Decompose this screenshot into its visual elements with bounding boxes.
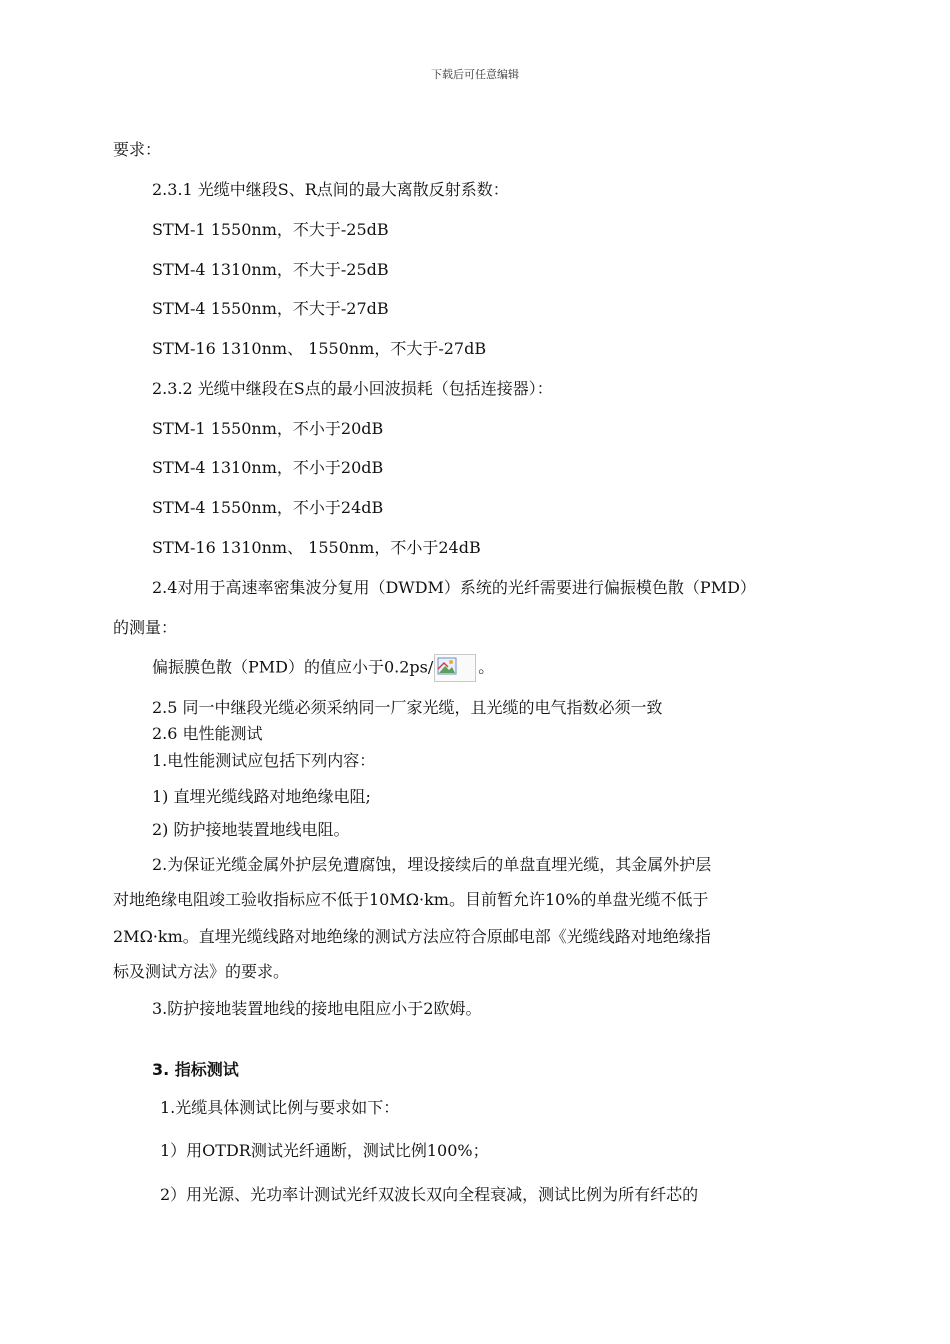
text-line: STM-4 1310nm，不小于20dB bbox=[152, 458, 384, 477]
text-line: STM-1 1550nm，不小于20dB bbox=[152, 419, 384, 438]
text-line: STM-1 1550nm，不大于-25dB bbox=[152, 220, 389, 239]
section-heading: 3. 指标测试 bbox=[152, 1060, 239, 1079]
text-line: STM-16 1310nm、 1550nm，不大于-27dB bbox=[152, 339, 487, 358]
text-line: 对地绝缘电阻竣工验收指标应不低于10MΩ·km。目前暂允许10%的单盘光缆不低于 bbox=[113, 890, 709, 909]
page-header: 下载后可任意编辑 bbox=[431, 68, 519, 81]
text-line: 2.3.2 光缆中继段在S点的最小回波损耗（包括连接器）： bbox=[152, 379, 553, 398]
text-line: 2.3.1 光缆中继段S、R点间的最大离散反射系数： bbox=[152, 180, 509, 199]
text-line: 2.6 电性能测试 bbox=[152, 724, 263, 743]
text-line: 要求： bbox=[113, 140, 162, 159]
text-line: 的测量： bbox=[113, 618, 178, 637]
text-line: 2.4对用于高速率密集波分复用（DWDM）系统的光纤需要进行偏振模色散（PMD） bbox=[152, 578, 756, 597]
text-line: 2MΩ·km。直埋光缆线路对地绝缘的测试方法应符合原邮电部《光缆线路对地绝缘指 bbox=[113, 927, 711, 946]
text-line: 2）用光源、光功率计测试光纤双波长双向全程衰减，测试比例为所有纤芯的 bbox=[160, 1185, 699, 1204]
text-line: STM-4 1550nm，不大于-27dB bbox=[152, 299, 389, 318]
pmd-line bbox=[152, 654, 494, 682]
text-line: 1.电性能测试应包括下列内容： bbox=[152, 751, 376, 770]
text-line: STM-4 1550nm，不小于24dB bbox=[152, 498, 384, 517]
text-line: 2.5 同一中继段光缆必须采纳同一厂家光缆，且光缆的电气指数必须一致 bbox=[152, 698, 663, 717]
text-line: 标及测试方法》的要求。 bbox=[113, 962, 290, 981]
text-line: STM-16 1310nm、 1550nm，不小于24dB bbox=[152, 538, 481, 557]
text-line: 2.为保证光缆金属外护层免遭腐蚀，埋设接续后的单盘直埋光缆，其金属外护层 bbox=[152, 855, 712, 874]
text-line: 2) 防护接地装置地线电阻。 bbox=[152, 820, 350, 839]
text-line: 1）用OTDR测试光纤通断，测试比例100%； bbox=[160, 1141, 489, 1160]
text-line: 3.防护接地装置地线的接地电阻应小于2欧姆。 bbox=[152, 999, 482, 1018]
text-line: 1) 直埋光缆线路对地绝缘电阻; bbox=[152, 787, 371, 806]
broken-image-icon bbox=[434, 654, 476, 682]
text-line: STM-4 1310nm，不大于-25dB bbox=[152, 260, 389, 279]
text-line: 1.光缆具体测试比例与要求如下： bbox=[160, 1098, 400, 1117]
pmd-line-suffix: 。 bbox=[478, 657, 495, 677]
pmd-line-prefix: 偏振膜色散（PMD）的值应小于0.2ps/ bbox=[152, 657, 434, 677]
